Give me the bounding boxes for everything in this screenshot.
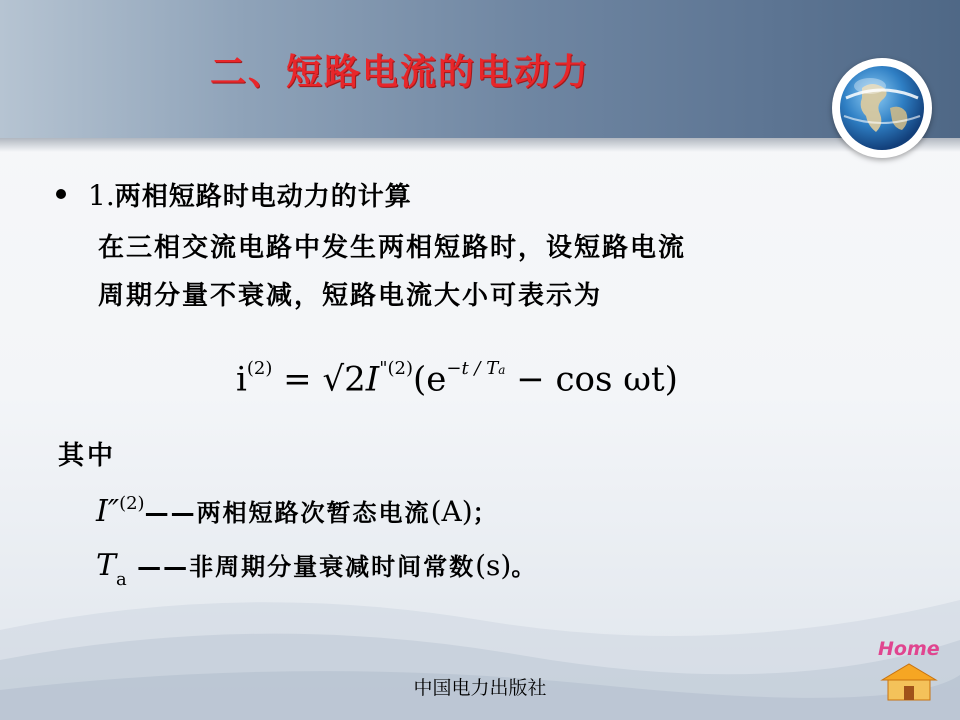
slide-title: 二、短路电流的电动力 bbox=[210, 51, 591, 93]
globe-logo bbox=[832, 58, 932, 158]
home-button[interactable] bbox=[876, 636, 942, 702]
bullet-icon bbox=[56, 189, 66, 199]
definition-sub: a bbox=[116, 569, 127, 590]
formula-lhs-sup: (2) bbox=[246, 358, 273, 379]
definition-row-2 bbox=[96, 544, 537, 588]
definition-symbol: T bbox=[96, 548, 117, 583]
current-formula bbox=[236, 342, 716, 404]
section-number: 1. bbox=[88, 179, 115, 212]
formula-tail: − cos ωt) bbox=[505, 359, 678, 400]
definition-dash: —— bbox=[144, 499, 197, 527]
definition-unit: (A) bbox=[430, 495, 473, 528]
definition-dash: —— bbox=[126, 553, 190, 581]
definition-row-1 bbox=[96, 490, 499, 534]
definition-symbol: I″ bbox=[96, 494, 120, 529]
paragraph-line-1: 在三相交流电路中发生两相短路时，设短路电流 bbox=[98, 233, 687, 263]
formula-paren-open: (e bbox=[413, 359, 447, 400]
section-heading bbox=[56, 178, 412, 214]
globe-icon bbox=[832, 58, 932, 158]
formula-eq: = √2 bbox=[272, 359, 366, 400]
section-heading-text: 两相短路时电动力的计算 bbox=[114, 182, 412, 212]
paragraph-line-2: 周期分量不衰减，短路电流大小可表示为 bbox=[98, 281, 603, 311]
publisher-footer: 中国电力出版社 bbox=[413, 677, 547, 699]
definition-text: 非周期分量衰减时间常数 bbox=[189, 553, 476, 581]
formula-I-sup: "(2) bbox=[379, 358, 413, 379]
header-shadow bbox=[0, 138, 960, 152]
house-icon bbox=[876, 636, 942, 702]
definition-unit: (s) bbox=[475, 549, 512, 582]
definition-end: 。 bbox=[511, 553, 538, 581]
formula-I: I bbox=[365, 359, 380, 400]
definition-text: 两相短路次暂态电流 bbox=[196, 499, 431, 527]
home-label: Home bbox=[878, 638, 940, 660]
definition-end: ； bbox=[472, 499, 499, 527]
formula-lhs: i bbox=[236, 359, 247, 400]
formula-exponent: −t / Ta bbox=[446, 358, 506, 379]
definition-sup: (2) bbox=[119, 493, 145, 514]
where-label: 其中 bbox=[58, 441, 117, 471]
